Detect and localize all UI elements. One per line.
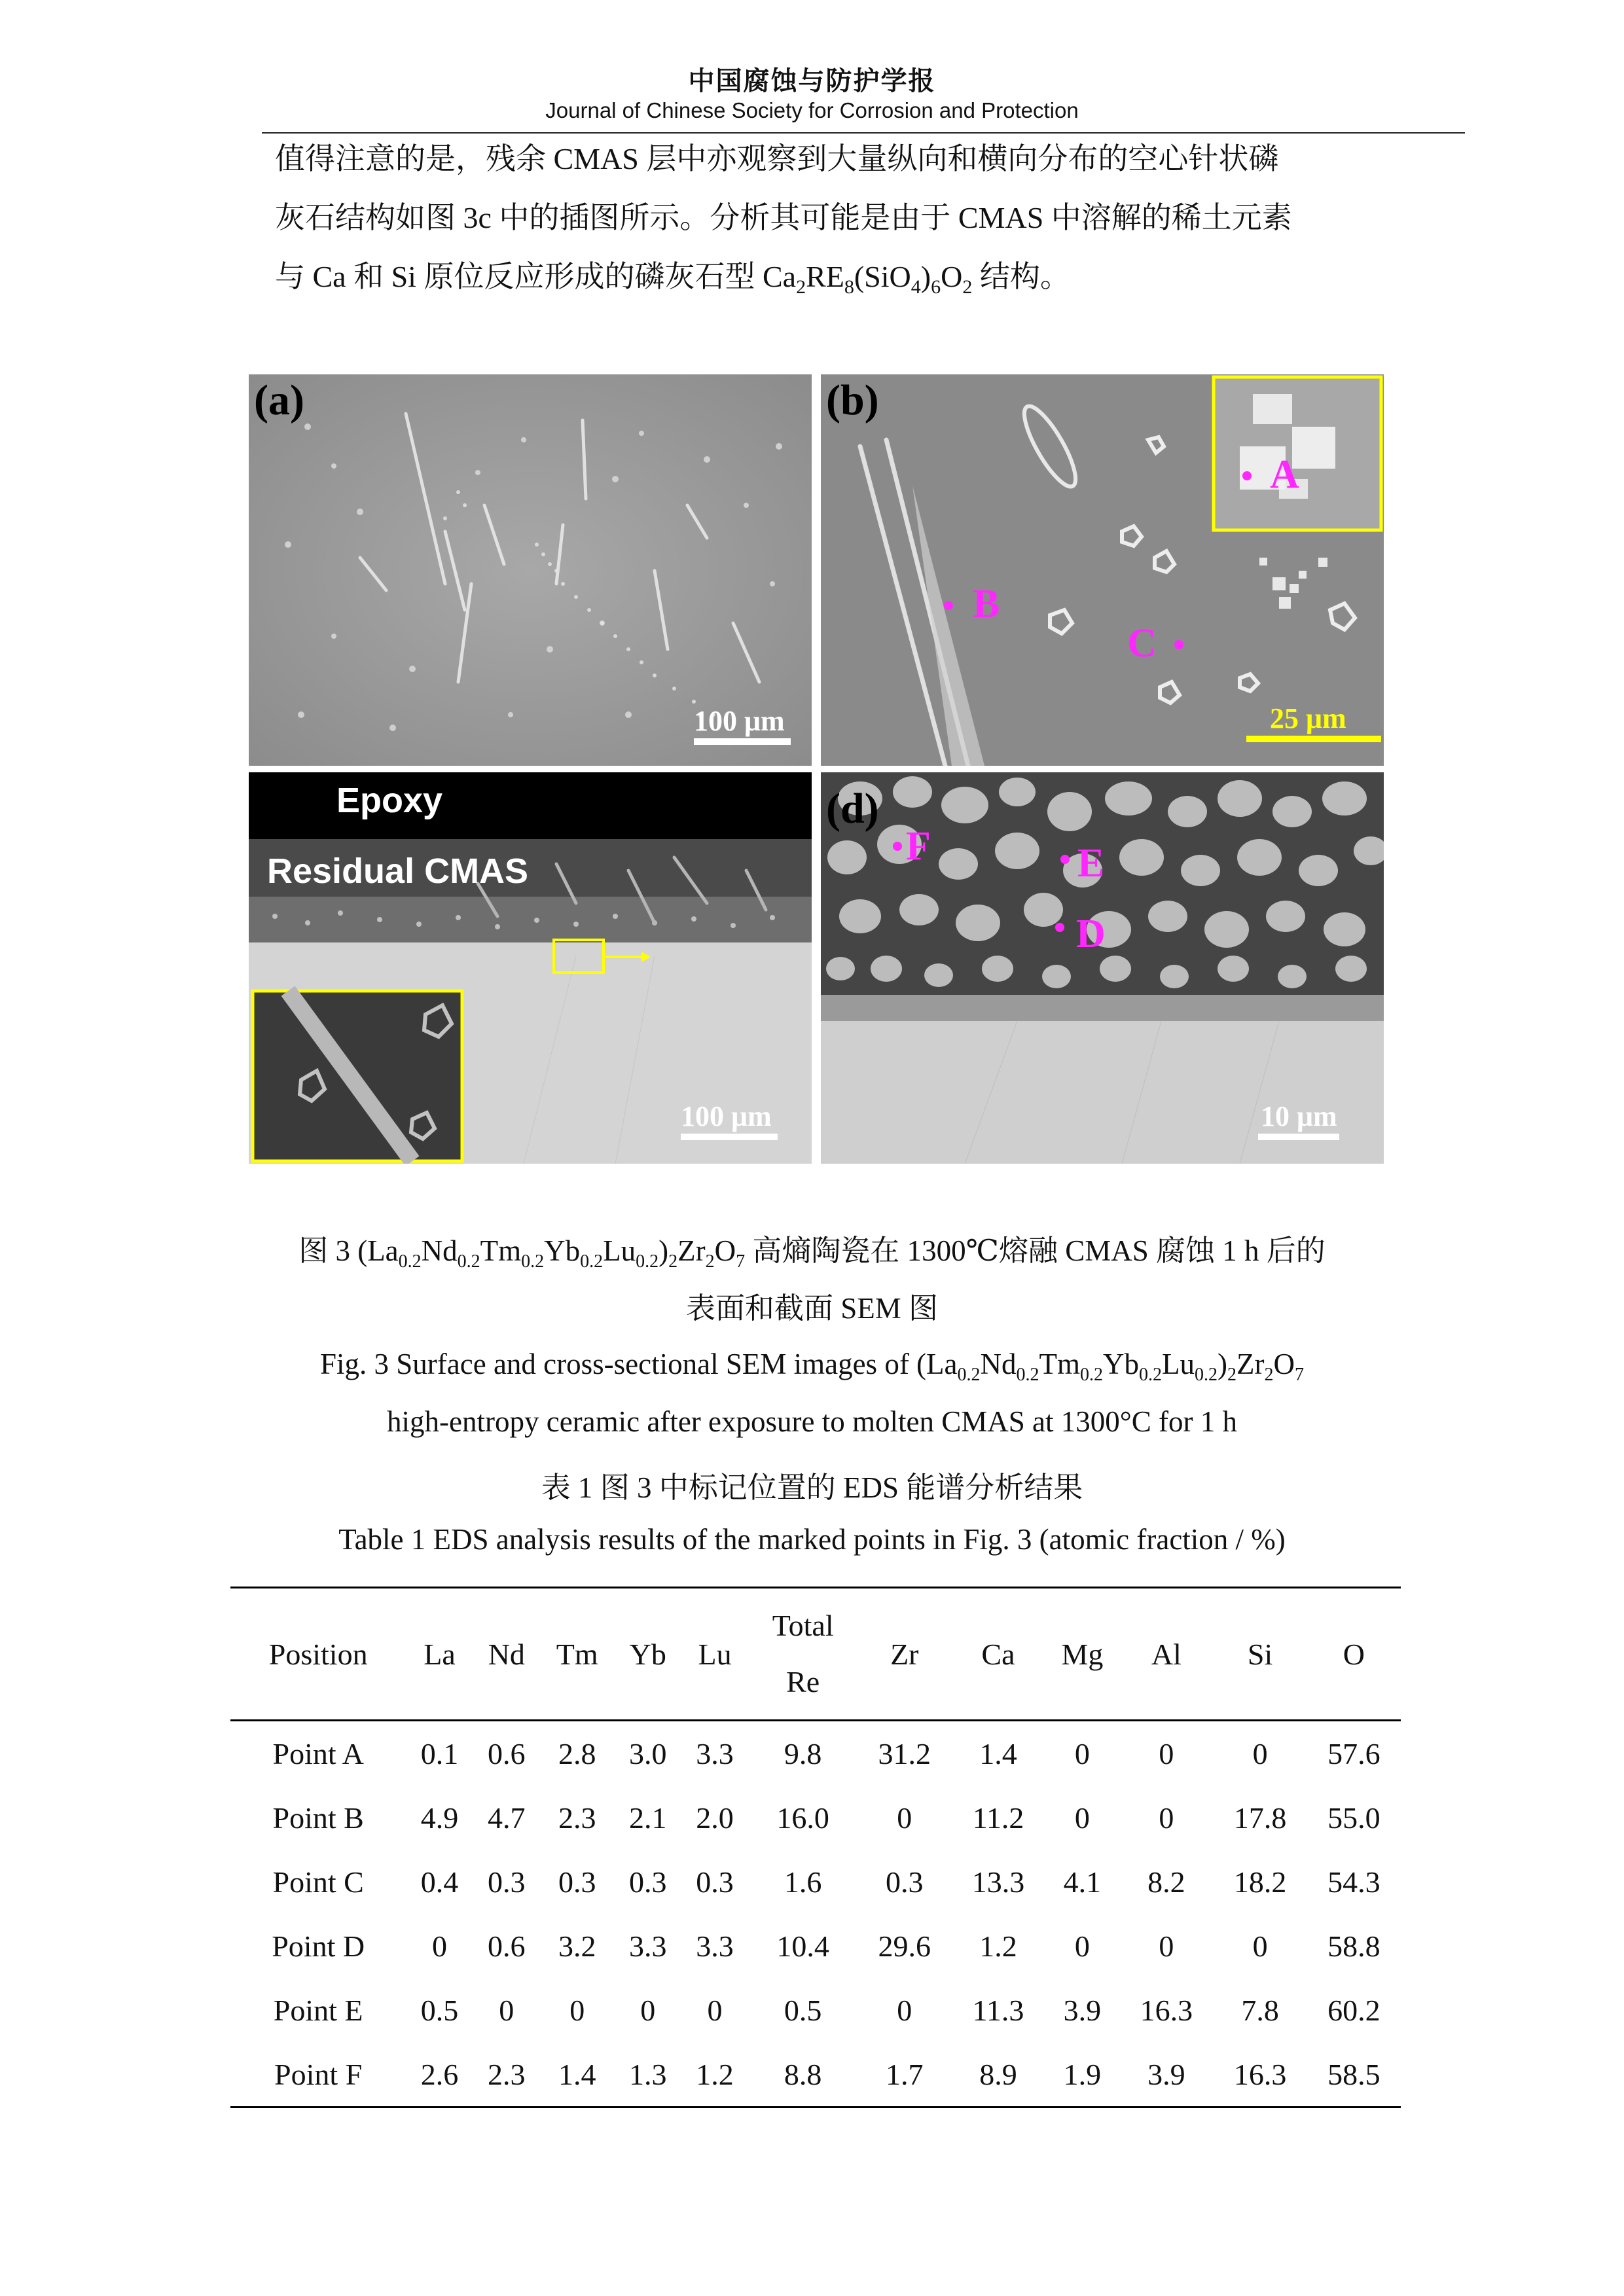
table-header-row <box>230 1588 1401 1721</box>
table-cell: 3.3 <box>628 1929 667 1963</box>
table-cell: 3.9 <box>1119 2042 1213 2108</box>
point-label-f: F <box>906 824 931 869</box>
table-cell: 3.9 <box>1063 1993 1102 2027</box>
table-cell: 0.3 <box>886 1865 924 1899</box>
col-header-total-re: Total Re <box>748 1588 857 1721</box>
table-cell: 8.2 <box>1147 1865 1185 1899</box>
table-cell: 1.2 <box>979 1929 1017 1963</box>
figure-caption-en-line2: high-entropy ceramic after exposure to molten CMAS at 1300°C for 1 h <box>387 1405 1237 1438</box>
table-row <box>230 1785 1401 1850</box>
table-cell: 3.3 <box>696 1736 734 1770</box>
sem-panel-c <box>249 772 812 1164</box>
table-cell: 0 <box>640 1993 656 2027</box>
table-cell: 1.9 <box>1045 2042 1120 2108</box>
eds-results-table <box>230 1587 1401 2108</box>
journal-title-en: Journal of Chinese Society for Corrosion and Protection <box>545 98 1079 122</box>
paragraph-line-2: 灰石结构如图 3c 中的插图所示。分析其可能是由于 CMAS 中溶解的稀土元素 <box>275 201 1292 234</box>
table-cell: 2.3 <box>473 2042 540 2108</box>
table-cell: 58.8 <box>1327 1929 1380 1963</box>
layer-label-residual-cmas: Residual CMAS <box>267 852 529 891</box>
table-cell: 0 <box>569 1993 585 2027</box>
table-cell: 0.5 <box>420 1993 459 2027</box>
paragraph-line-3: 与 Ca 和 Si 原位反应形成的磷灰石型 $Ca_2RE_8(SiO_4)_6O_2$ 结构。 <box>275 260 1070 298</box>
scale-bar-a <box>694 738 791 745</box>
point-label-e: E <box>1077 841 1105 886</box>
table-cell: Point E <box>273 1993 363 2027</box>
table-cell: 13.3 <box>971 1865 1025 1899</box>
figure-caption-en-line1: Fig. 3 Surface and cross-sectional SEM images of $(La_{0.2}Nd_{0.2}Tm_{0.2}Yb_{0.2}Lu_{0.2})_2Zr_2O_7$ <box>320 1348 1304 1385</box>
table-row <box>230 2042 1401 2108</box>
marker-point-b <box>944 601 953 610</box>
table-cell: 0 <box>1074 1929 1090 1963</box>
table-cell: 31.2 <box>878 1736 931 1770</box>
marker-point-c <box>1174 640 1183 649</box>
panel-label-d: (d) <box>826 785 879 833</box>
scale-label-d: 10 μm <box>1261 1100 1337 1132</box>
panel-label-b: (b) <box>826 376 879 424</box>
table-cell: 16.0 <box>776 1801 829 1835</box>
table-cell: 58.5 <box>1307 2042 1401 2108</box>
table-cell: 2.1 <box>628 1801 667 1835</box>
table-caption-cn: 表 1 图 3 中标记位置的 EDS 能谱分析结果 <box>541 1471 1083 1504</box>
table-cell: 2.8 <box>558 1736 596 1770</box>
table-cell: 18.2 <box>1233 1865 1287 1899</box>
table-cell: 0.3 <box>628 1865 667 1899</box>
col-header-si: Si <box>1213 1588 1307 1721</box>
col-header-lu: Lu <box>681 1588 748 1721</box>
sem-panel-b <box>821 374 1384 766</box>
table-cell: 11.2 <box>972 1801 1024 1835</box>
table-cell: 3.2 <box>558 1929 596 1963</box>
table-cell: 0 <box>1159 1929 1174 1963</box>
table-cell: 0.1 <box>420 1736 459 1770</box>
table-cell: 9.8 <box>784 1736 822 1770</box>
layer-label-epoxy: Epoxy <box>336 781 443 820</box>
col-header-mg: Mg <box>1045 1588 1120 1721</box>
scale-label-a: 100 μm <box>694 705 785 737</box>
table-cell: 1.7 <box>857 2042 951 2108</box>
table-cell: 16.3 <box>1140 1993 1193 2027</box>
table-cell: 0 <box>1159 1736 1174 1770</box>
table-cell: 16.3 <box>1213 2042 1307 2108</box>
table-cell: 1.2 <box>681 2042 748 2108</box>
table-cell: 1.3 <box>615 2042 681 2108</box>
col-header-yb: Yb <box>615 1588 681 1721</box>
journal-title-cn: 中国腐蚀与防护学报 <box>688 66 936 96</box>
table-cell: 0 <box>1159 1801 1174 1835</box>
table-cell: 0 <box>499 1993 514 2027</box>
table-caption-en: Table 1 EDS analysis results of the marked points in Fig. 3 (atomic fraction / %) <box>338 1523 1286 1556</box>
table-cell: 8.8 <box>748 2042 857 2108</box>
col-header-la: La <box>406 1588 473 1721</box>
sem-panel-a <box>249 374 812 766</box>
table-cell: 60.2 <box>1327 1993 1380 2027</box>
sem-panel-d <box>821 772 1384 1164</box>
point-label-b: B <box>973 582 1000 626</box>
table-cell: 0 <box>707 1993 723 2027</box>
table-cell: 3.0 <box>628 1736 667 1770</box>
table-row <box>230 1978 1401 2042</box>
table-cell: 0.3 <box>558 1865 596 1899</box>
scale-label-c: 100 μm <box>681 1100 772 1132</box>
table-cell: 0 <box>897 1801 912 1835</box>
table-cell: 55.0 <box>1327 1801 1380 1835</box>
col-header-tm: Tm <box>540 1588 615 1721</box>
table-cell: 0.5 <box>784 1993 822 2027</box>
table-cell: 29.6 <box>878 1929 931 1963</box>
table-cell: 2.0 <box>696 1801 734 1835</box>
table-cell: 10.4 <box>776 1929 829 1963</box>
col-header-zr: Zr <box>857 1588 951 1721</box>
table-cell: 0.4 <box>420 1865 459 1899</box>
table-cell: Point C <box>272 1865 364 1899</box>
scale-label-b: 25 μm <box>1270 702 1346 734</box>
figure-caption-cn-line1: 图 3 $(La_{0.2}Nd_{0.2}Tm_{0.2}Yb_{0.2}Lu_{0.2})_2Zr_2O_7$ 高熵陶瓷在 1300℃熔融 CMAS 腐蚀 1 h 后的 <box>298 1234 1326 1272</box>
table-cell: 2.3 <box>558 1801 596 1835</box>
scale-bar-b <box>1246 736 1381 742</box>
col-header-o: O <box>1307 1588 1401 1721</box>
marker-point-f <box>893 842 902 851</box>
table-row <box>230 1721 1401 1786</box>
table-cell: 1.4 <box>979 1736 1017 1770</box>
table-row <box>230 1914 1401 1978</box>
col-header-al: Al <box>1119 1588 1213 1721</box>
table-cell: 7.8 <box>1241 1993 1279 2027</box>
table-cell: 17.8 <box>1233 1801 1287 1835</box>
table-cell: 0.6 <box>488 1929 526 1963</box>
col-header-nd: Nd <box>473 1588 540 1721</box>
scale-bar-c <box>681 1134 778 1140</box>
table-cell: 3.3 <box>696 1929 734 1963</box>
table-cell: 0 <box>1074 1801 1090 1835</box>
table-cell: 11.3 <box>972 1993 1024 2027</box>
table-cell: 4.9 <box>420 1801 459 1835</box>
table-cell: 0 <box>1074 1736 1090 1770</box>
table-cell: Point B <box>272 1801 364 1835</box>
figure-caption-cn-line2: 表面和截面 SEM 图 <box>685 1292 939 1325</box>
point-label-c: C <box>1127 621 1157 666</box>
table-cell: 0 <box>431 1929 447 1963</box>
table-cell: 0.6 <box>488 1736 526 1770</box>
table-cell: 8.9 <box>951 2042 1045 2108</box>
table-cell: 4.7 <box>488 1801 526 1835</box>
col-header-ca: Ca <box>951 1588 1045 1721</box>
point-label-a: A <box>1270 452 1299 497</box>
paragraph-line-1: 值得注意的是，残余 CMAS 层中亦观察到大量纵向和横向分布的空心针状磷 <box>275 142 1279 175</box>
table-cell: 1.4 <box>540 2042 615 2108</box>
table-cell: Point F <box>230 2042 406 2108</box>
table-cell: 0.3 <box>488 1865 526 1899</box>
table-cell: Point A <box>272 1736 364 1770</box>
point-label-d: D <box>1076 912 1106 956</box>
panel-label-c: (c) <box>254 785 302 833</box>
marker-point-e <box>1060 855 1070 864</box>
col-header-position: Position <box>230 1588 406 1721</box>
marker-point-a <box>1242 471 1252 480</box>
body-paragraph <box>275 130 1388 317</box>
marker-point-d <box>1055 923 1064 932</box>
panel-label-a: (a) <box>254 376 304 424</box>
table-cell: 4.1 <box>1063 1865 1102 1899</box>
table-cell: 57.6 <box>1327 1736 1380 1770</box>
scale-bar-d <box>1258 1134 1339 1140</box>
table-cell: 54.3 <box>1327 1865 1380 1899</box>
table-row <box>230 1850 1401 1914</box>
table-cell: 0 <box>897 1993 912 2027</box>
table-cell: 0 <box>1252 1929 1268 1963</box>
table-cell: 1.6 <box>784 1865 822 1899</box>
table-cell: 2.6 <box>406 2042 473 2108</box>
table-cell: 0.3 <box>696 1865 734 1899</box>
table-cell: 0 <box>1252 1736 1268 1770</box>
table-cell: Point D <box>272 1929 365 1963</box>
